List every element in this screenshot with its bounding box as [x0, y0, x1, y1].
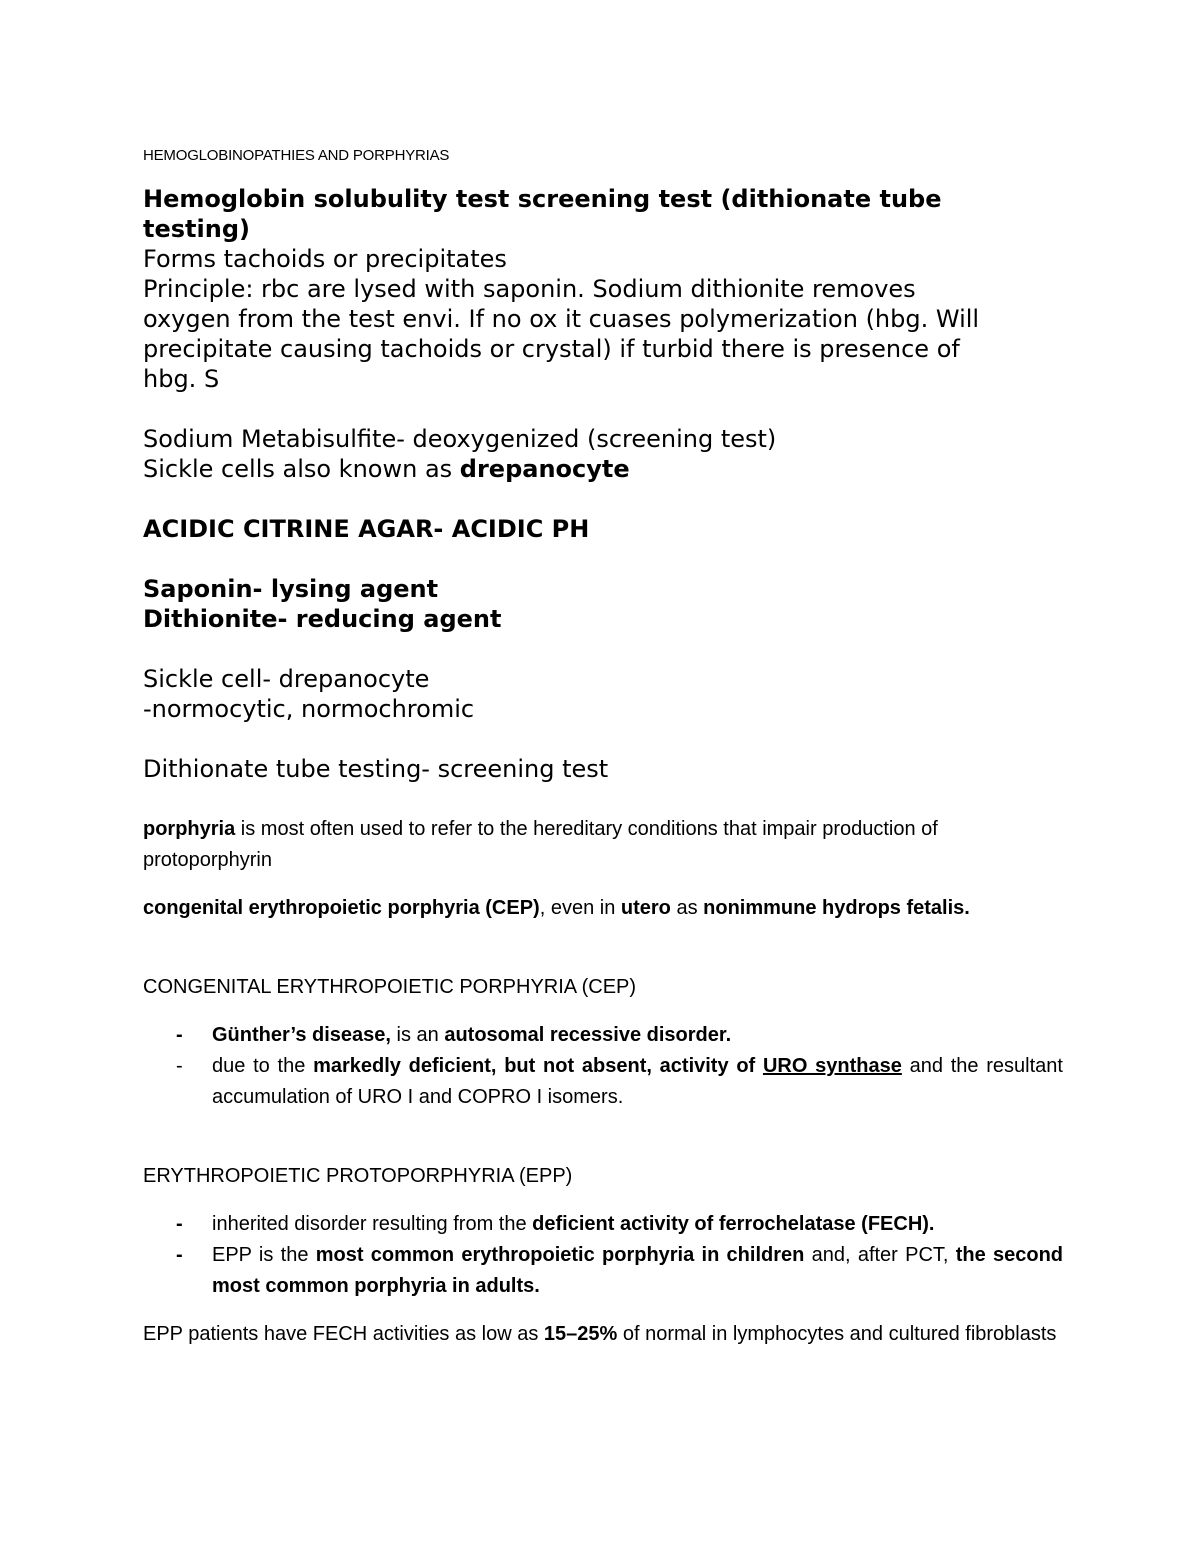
cep-text-2: as: [670, 897, 704, 919]
markedly-deficient-bold: markedly deficient, but not absent, activity of: [313, 1055, 763, 1077]
autosomal-bold: autosomal recessive disorder.: [444, 1024, 732, 1046]
uro-synthase-underline: URO synthase: [762, 1055, 902, 1077]
cep-bullet-2: [143, 1051, 1063, 1113]
document-heading: HEMOGLOBINOPATHIES AND PORPHYRIAS: [143, 147, 450, 164]
solubility-test-title: [143, 184, 1063, 244]
metabisulfite-line: Sodium Metabisulfite- deoxygenized (screening test): [143, 425, 777, 453]
solubility-title-line1: Hemoglobin solubulity test screening test (dithionate tube: [143, 185, 942, 213]
dithionate-tube-line: Dithionate tube testing- screening test: [143, 755, 609, 783]
normocytic-line: -normocytic, normochromic: [143, 695, 475, 723]
sickle-cell-line: Sickle cell- drepanocyte: [143, 665, 430, 693]
epp-b2-text-2: and, after PCT,: [804, 1244, 956, 1266]
dash-bullet: -: [176, 1244, 183, 1266]
acidic-citrine-agar-line: ACIDIC CITRINE AGAR- ACIDIC PH: [143, 515, 590, 543]
cep-paragraph: [143, 893, 1063, 924]
solubility-line-1: Forms tachoids or precipitates: [143, 245, 507, 273]
epp-b1-text: inherited disorder resulting from the: [212, 1213, 533, 1235]
porphyria-paragraph: [143, 814, 1063, 876]
solubility-title-line2: testing): [143, 215, 250, 243]
cep-bold: congenital erythropoietic porphyria (CEP): [143, 897, 540, 919]
ferrochelatase-bold: deficient activity of ferrochelatase (FECH).: [532, 1213, 935, 1235]
epp-section-heading: ERYTHROPOIETIC PROTOPORPHYRIA (EPP): [143, 1165, 573, 1187]
porphyria-text: is most often used to refer to the hereditary conditions that impair production of protoporphyrin: [143, 818, 938, 871]
cep-b2-text-1: due to the: [212, 1055, 314, 1077]
solubility-line-4: precipitate causing tachoids or crystal) if turbid there is presence of: [143, 335, 960, 363]
saponin-line: Saponin- lysing agent: [143, 575, 439, 603]
epp-b2-text-1: EPP is the: [212, 1244, 316, 1266]
utero-bold: utero: [620, 897, 671, 919]
porphyria-bold: porphyria: [143, 818, 236, 840]
cep-bullet-1: [143, 1020, 1063, 1051]
sickle-cells-line: [143, 454, 1063, 484]
dash-bullet: -: [176, 1055, 183, 1077]
sickle-cells-text: Sickle cells also known as: [143, 455, 460, 483]
dithionite-line: Dithionite- reducing agent: [143, 605, 502, 633]
epp-p-text-2: of normal in lymphocytes and cultured fibroblasts: [617, 1323, 1057, 1345]
most-common-children-bold: most common erythropoietic porphyria in children: [315, 1244, 805, 1266]
epp-p-text-1: EPP patients have FECH activities as low as: [143, 1323, 544, 1345]
solubility-line-5: hbg. S: [143, 365, 220, 393]
dash-bullet: -: [176, 1024, 183, 1046]
cep-b2-text-2: and the resultant accumulation of URO I and COPRO I isomers.: [212, 1055, 1063, 1108]
dash-bullet: -: [176, 1213, 183, 1235]
epp-bullet-1: [143, 1209, 1063, 1240]
second-most-common-bold: the second most common porphyria in adults.: [212, 1244, 1064, 1297]
cep-section-heading: CONGENITAL ERYTHROPOIETIC PORPHYRIA (CEP): [143, 976, 637, 998]
epp-fech-paragraph: [143, 1319, 1063, 1350]
drepanocyte-bold: drepanocyte: [459, 455, 630, 483]
cep-text-1: , even in: [539, 897, 621, 919]
solubility-line-2: Principle: rbc are lysed with saponin. Sodium dithionite removes: [143, 275, 916, 303]
cep-bullet-list: [143, 1020, 1063, 1113]
gunther-bold: Günther’s disease,: [212, 1024, 391, 1046]
epp-bullet-list: [143, 1209, 1063, 1302]
cep-b1-text: is an: [390, 1024, 445, 1046]
percent-bold: 15–25%: [543, 1323, 618, 1345]
hydrops-bold: nonimmune hydrops fetalis.: [703, 897, 970, 919]
epp-bullet-2: [143, 1240, 1063, 1302]
solubility-line-3: oxygen from the test envi. If no ox it cuases polymerization (hbg. Will: [143, 305, 980, 333]
document-body: [143, 146, 1063, 1350]
